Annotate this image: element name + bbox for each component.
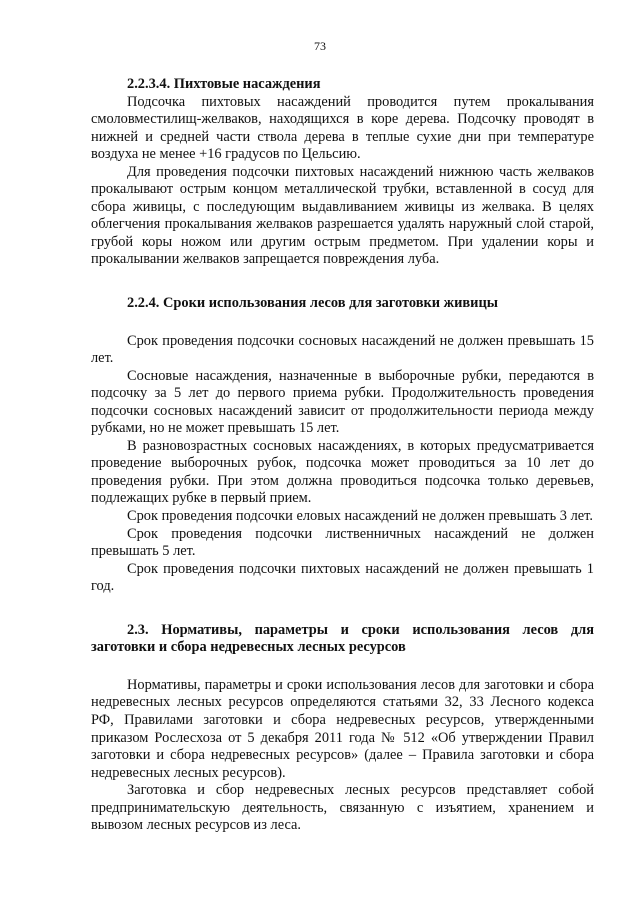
section-heading-non-timber-resources: 2.3. Нормативы, параметры и сроки использования лесов для заготовки и сбора недревесных лесных ресурсов	[91, 621, 594, 656]
spacer	[91, 313, 594, 333]
paragraph: Сосновые насаждения, назначенные в выборочные рубки, передаются в подсочку за 5 лет до первого приема рубки. Продолжительность проведения подсочки сосновых насаждений зависит от продолжительности периода между рубками, но не может превышать 15 лет.	[91, 367, 594, 437]
spacer	[91, 269, 594, 295]
spacer	[91, 657, 594, 677]
page-number: 73	[314, 39, 326, 53]
paragraph: Срок проведения подсочки пихтовых насаждений не должен превышать 1 год.	[91, 560, 594, 595]
spacer	[91, 596, 594, 622]
paragraph: Срок проведения подсочки лиственничных насаждений не должен превышать 5 лет.	[91, 525, 594, 560]
document-body	[91, 76, 594, 835]
paragraph: Нормативы, параметры и сроки использования лесов для заготовки и сбора недревесных лесных ресурсов определяются статьями 32, 33 Лесного кодекса РФ, Правилами заготовки и сбора недревесных ресурсов, утвержденными приказом Рослесхоза от 5 декабря 2011 года № 512 «Об утверждении Правил заготовки и сбора недревесных ресурсов» (далее – Правила заготовки и сбора недревесных лесных ресурсов).	[91, 676, 594, 781]
section-heading-resin-terms: 2.2.4. Сроки использования лесов для заготовки живицы	[127, 295, 498, 312]
paragraph: Подсочка пихтовых насаждений проводится путем прокалывания смоловместилищ-желваков, находящихся в коре дерева. Подсочку проводят в нижней и средней части ствола дерева в теплые сухие дни при температуре воздуха не менее +16 градусов по Цельсию.	[91, 93, 594, 163]
paragraph: В разновозрастных сосновых насаждениях, в которых предусматривается проведение выборочных рубок, подсочка может проводиться за 10 лет до проведения рубки. При этом должна проводиться подсочка только деревьев, подлежащих рубке в первый прием.	[91, 437, 594, 507]
paragraph: Срок проведения подсочки еловых насаждений не должен превышать 3 лет.	[127, 508, 593, 525]
paragraph: Срок проведения подсочки сосновых насаждений не должен превышать 15 лет.	[91, 332, 594, 367]
section-heading-fir-stands: 2.2.3.4. Пихтовые насаждения	[127, 76, 321, 92]
paragraph: Заготовка и сбор недревесных лесных ресурсов представляет собой предпринимательскую деятельность, связанную с изъятием, хранением и вывозом лесных ресурсов из леса.	[91, 782, 594, 834]
paragraph: Для проведения подсочки пихтовых насаждений нижнюю часть желваков прокалывают острым концом металлической трубки, вставленной в сосуд для сбора живицы, с последующим выдавливанием живицы из желвака. В целях облегчения прокалывания желваков разрешается удалять наружный слой старой, грубой коры ножом или другим острым предметом. При удалении коры и прокалывании желваков запрещается повреждения луба.	[91, 163, 594, 268]
